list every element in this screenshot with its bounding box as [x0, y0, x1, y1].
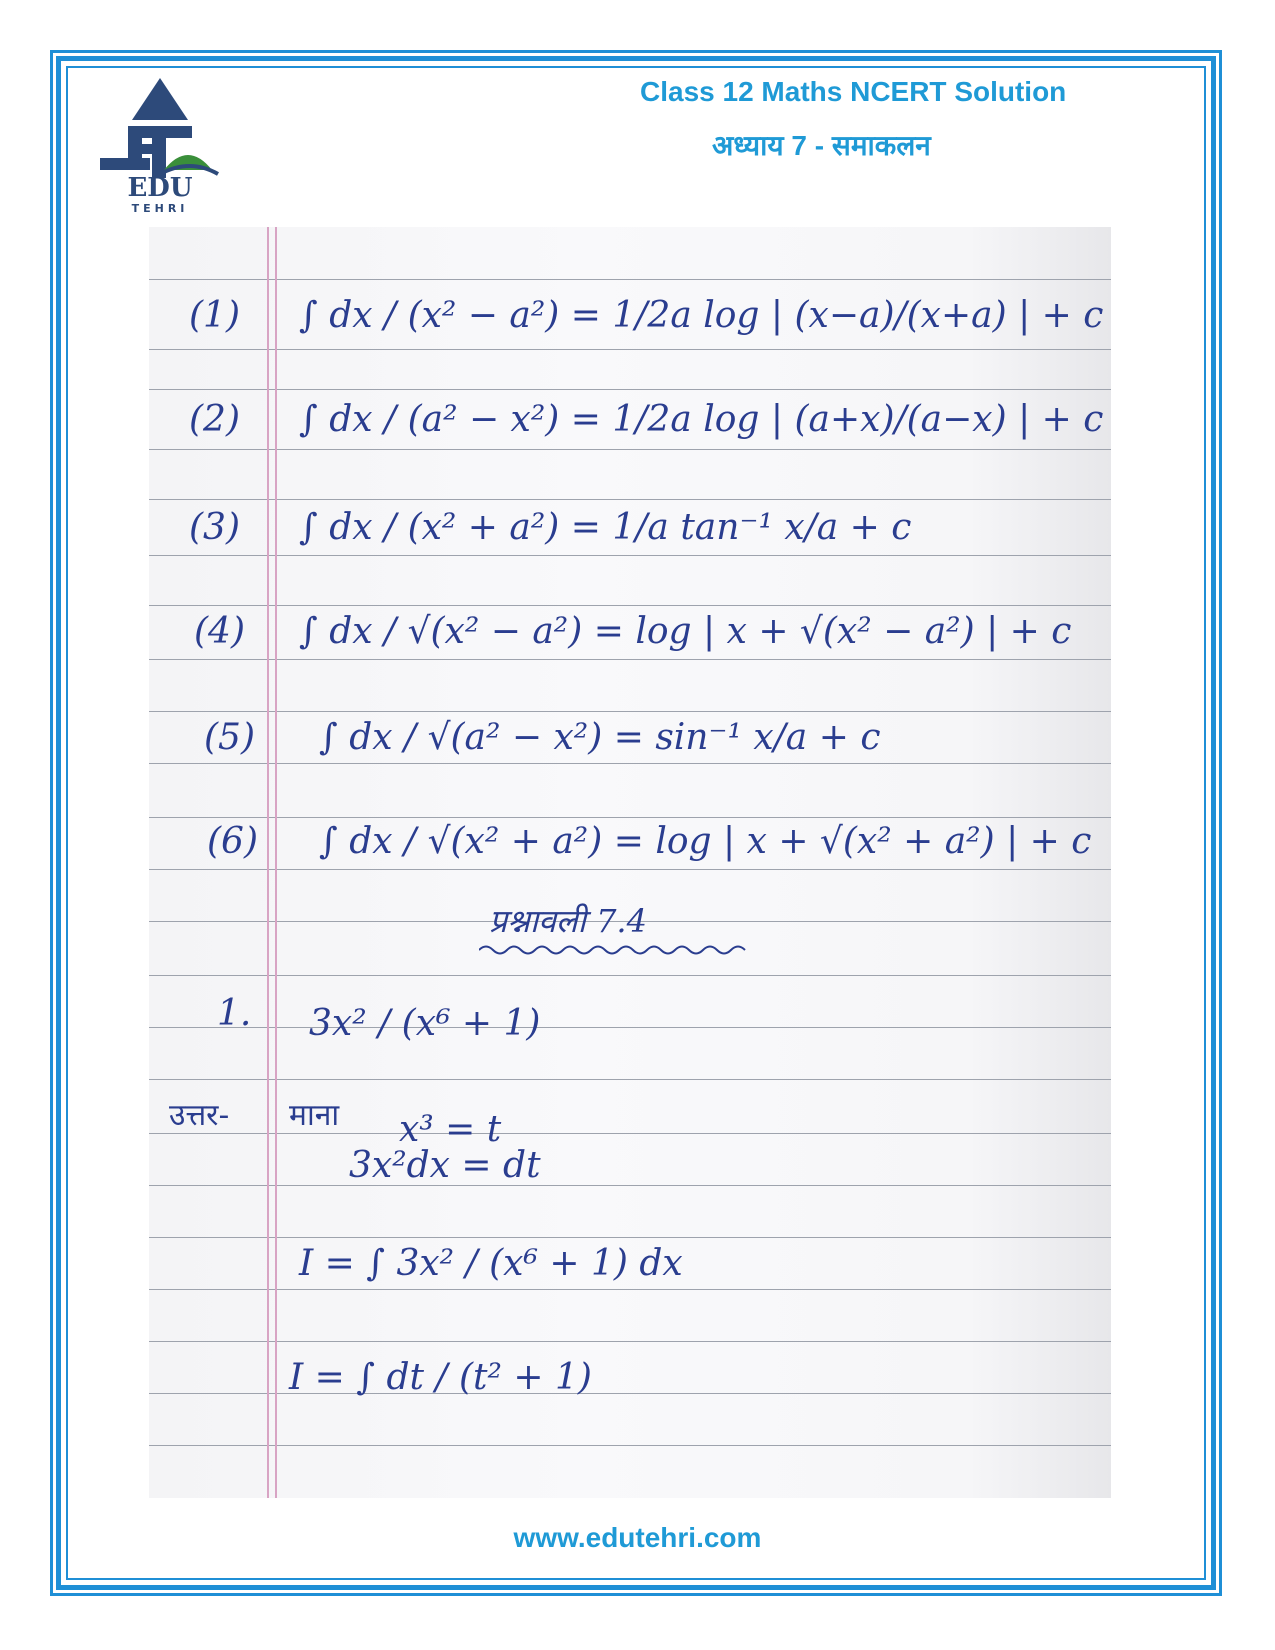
- formula-line: ∫ dx / √(a² − x²) = sin⁻¹ x/a + c: [319, 717, 881, 758]
- differential-line: 3x²dx = dt: [349, 1145, 541, 1186]
- formula-line: ∫ dx / (x² − a²) = 1/2a log | (x−a)/(x+a) | + c: [299, 295, 1104, 336]
- formula-number: (1): [189, 295, 240, 336]
- notebook-page: [149, 227, 1111, 1498]
- formula-number: (4): [194, 611, 245, 652]
- let-label: माना: [289, 1098, 340, 1133]
- exercise-heading: प्रश्नावली 7.4: [489, 902, 647, 940]
- question-expression: 3x² / (x⁶ + 1): [309, 1003, 541, 1044]
- edu-tehri-logo: [100, 78, 220, 218]
- answer-label: उत्तर-: [169, 1098, 230, 1133]
- wavy-underline: [479, 943, 759, 957]
- formula-line: ∫ dx / (a² − x²) = 1/2a log | (a+x)/(a−x) | + c: [299, 399, 1104, 440]
- chapter-title: अध्याय 7 - समाकलन: [712, 130, 931, 161]
- question-number: 1.: [217, 993, 252, 1034]
- integral-step: I = ∫ 3x² / (x⁶ + 1) dx: [299, 1243, 683, 1284]
- logo-triangle-icon: [132, 78, 188, 120]
- formula-number: (2): [189, 399, 240, 440]
- formula-line: ∫ dx / √(x² + a²) = log | x + √(x² + a²) | + c: [319, 821, 1092, 862]
- formula-number: (5): [204, 717, 255, 758]
- logo-brand-text: EDU: [127, 173, 193, 203]
- logo-sub-text: TEHRI: [131, 202, 189, 215]
- footer-website-link[interactable]: www.edutehri.com: [513, 1522, 762, 1553]
- formula-line: ∫ dx / √(x² − a²) = log | x + √(x² − a²) | + c: [299, 611, 1072, 652]
- formula-line: ∫ dx / (x² + a²) = 1/a tan⁻¹ x/a + c: [299, 507, 912, 548]
- page-title: Class 12 Maths NCERT Solution: [640, 76, 1067, 107]
- substitution-line: x³ = t: [399, 1109, 502, 1150]
- formula-number: (3): [189, 507, 240, 548]
- integral-step: I = ∫ dt / (t² + 1): [289, 1357, 592, 1398]
- formula-number: (6): [207, 821, 258, 862]
